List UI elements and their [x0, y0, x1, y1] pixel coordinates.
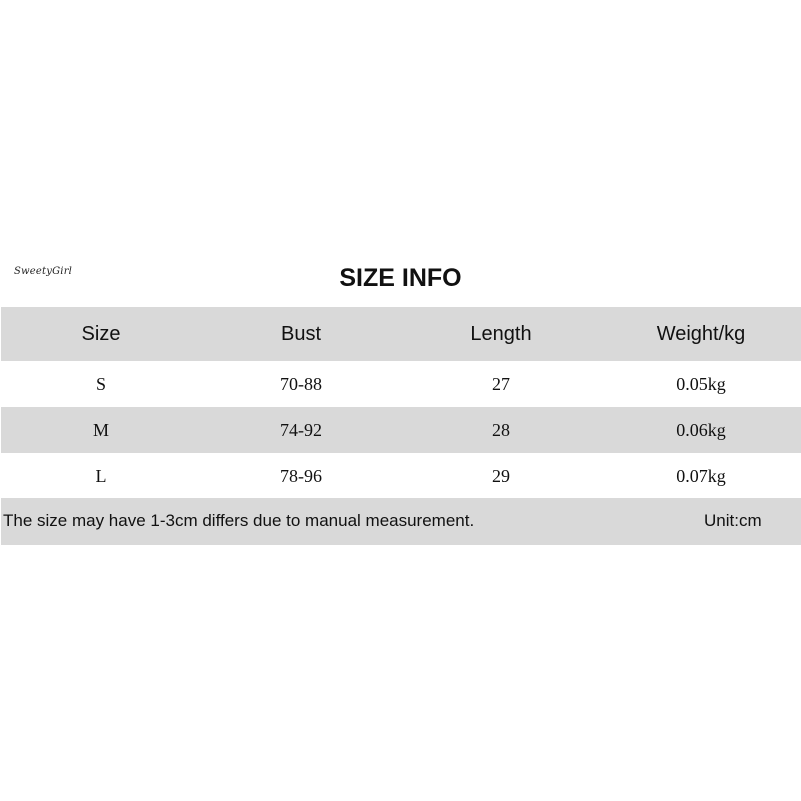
cell-length: 27: [492, 373, 510, 394]
table-row: [1, 453, 801, 499]
cell-size: M: [92, 419, 109, 440]
measurement-note: The size may have 1-3cm differs due to manual measurement.: [3, 511, 475, 530]
header-weight: Weight/kg: [656, 322, 746, 345]
page-title: SIZE INFO: [339, 264, 462, 292]
header-size: Size: [81, 322, 121, 345]
table-header-row: [1, 307, 801, 361]
cell-length: 29: [492, 465, 510, 486]
header-bust: Bust: [280, 322, 322, 345]
brand-logo: SweetyGirl: [14, 266, 73, 277]
cell-weight: 0.05kg: [676, 373, 726, 394]
cell-weight: 0.07kg: [676, 465, 726, 486]
cell-size: L: [95, 465, 107, 486]
cell-bust: 78-96: [280, 465, 322, 486]
cell-size: S: [95, 373, 106, 394]
table-row: [1, 361, 801, 407]
footer-note-bar: [1, 498, 801, 545]
cell-bust: 70-88: [280, 373, 322, 394]
table-row: [1, 407, 801, 453]
cell-bust: 74-92: [280, 419, 322, 440]
size-table: [1, 307, 801, 499]
header-length: Length: [470, 322, 532, 345]
cell-length: 28: [492, 419, 510, 440]
cell-weight: 0.06kg: [676, 419, 726, 440]
unit-label: Unit:cm: [704, 511, 762, 530]
